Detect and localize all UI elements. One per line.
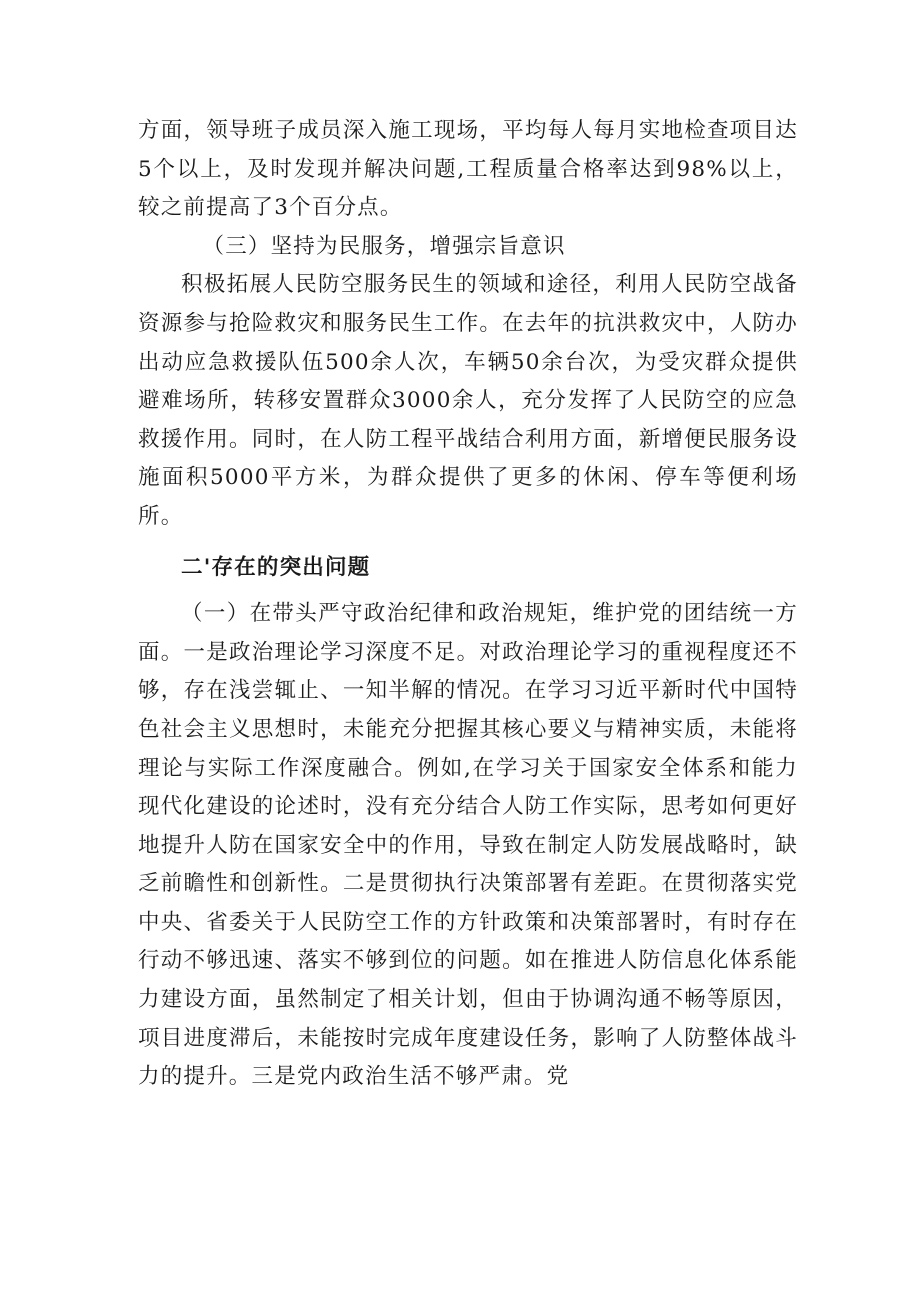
paragraph-political-discipline: （一）在带头严守政治纪律和政治规矩，维护党的团结统一方面。一是政治理论学习深度不足。对政治理论学习的重视程度还不够，存在浅尝辄止、一知半解的情况。在学习习近平新时代中国特色社会主义思想时，未能充分把握其核心要义与精神实质，未能将理论与实际工作深度融合。例如,在学习关于国家安全体系和能力现代化建设的论述时，没有充分结合人防工作实际，思考如何更好地提升人防在国家安全中的作用，导致在制定人防发展战略时，缺乏前瞻性和创新性。二是贯彻执行决策部署有差距。在贯彻落实党中央、省委关于人民防空工作的方针政策和决策部署时，有时存在行动不够迅速、落实不够到位的问题。如在推进人防信息化体系能力建设方面，虽然制定了相关计划，但由于协调沟通不畅等原因，项目进度滞后，未能按时完成年度建设任务，影响了人防整体战斗力的提升。三是党内政治生活不够严肃。党 — [138, 601, 798, 1090]
subheading-serve-people: （三）坚持为民服务，增强宗旨意识 — [202, 233, 566, 259]
section-heading-problems: 二'存在的突出问题 — [181, 554, 371, 580]
document-body — [138, 112, 798, 1097]
paragraph-continuation: 方面，领导班子成员深入施工现场，平均每人每月实地检查项目达5个以上，及时发现并解决问题,工程质量合格率达到98%以上，较之前提高了3个百分点。 — [138, 118, 798, 221]
paragraph-civil-defense-service: 积极拓展人民防空服务民生的领域和途径，利用人民防空战备资源参与抢险救灾和服务民生工作。在去年的抗洪救灾中，人防办出动应急救援队伍500余人次，车辆50余台次，为受灾群众提供避难场所，转移安置群众3000余人，充分发挥了人民防空的应急救援作用。同时，在人防工程平战结合利用方面，新增便民服务设施面积5000平方米，为群众提供了更多的休闲、停车等便利场所。 — [138, 272, 798, 529]
